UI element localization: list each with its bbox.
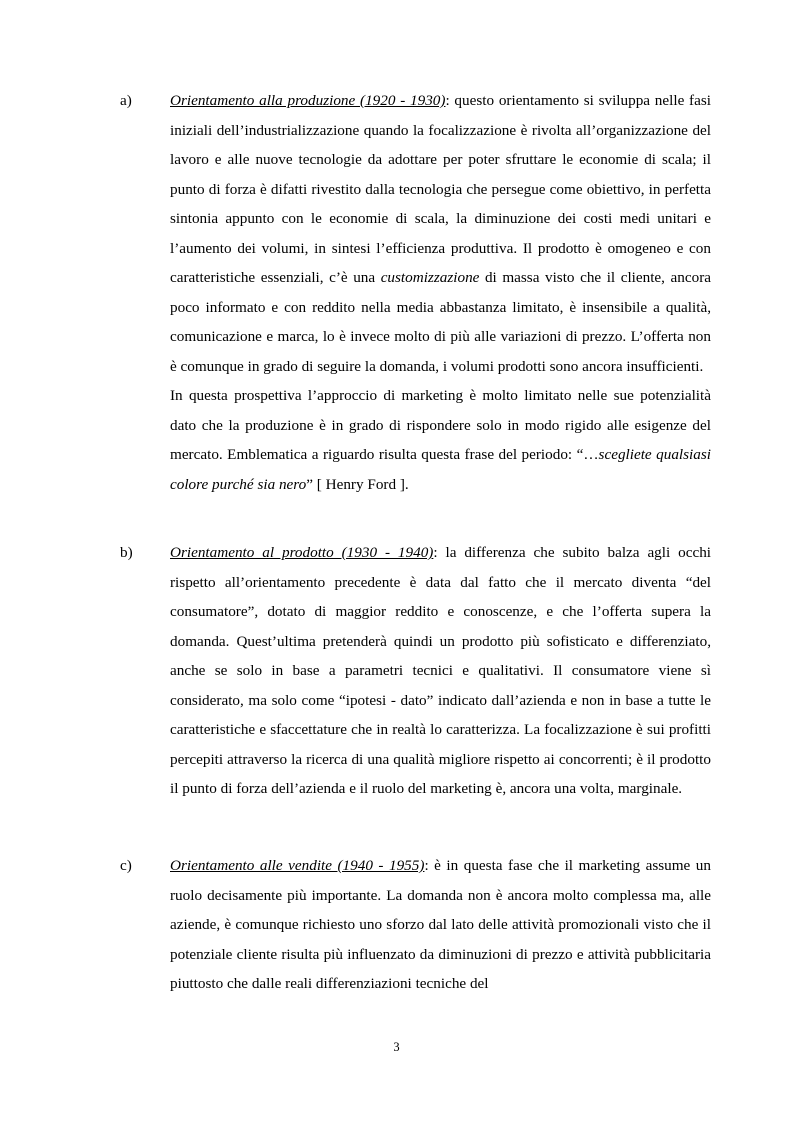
page-number: 3 <box>393 1040 400 1054</box>
list-marker: b) <box>120 544 133 561</box>
paragraph-text: ” [ Henry Ford ]. <box>306 475 409 493</box>
paragraph-text: : questo orientamento si sviluppa nelle fasi iniziali dell’industrializzazione quando la focalizzazione è rivolta all’organizzazione del lavoro e alle nuove tecnologie da adottare per poter sfruttare le economie di scala; il punto di forza è difatti rivestito dalla tecnologia che persegue come obiettivo, in perfetta sintonia appunto con le economie di scala, la diminuzione dei costi medi unitari e l’aumento dei volumi, in sintesi l’efficienza produttiva. Il prodotto è omogeneo e con caratteristiche essenziali, c’è una <box>170 92 711 286</box>
paragraph <box>170 381 711 499</box>
list-marker: a) <box>120 92 132 109</box>
quote-text: scegliete qualsiasi colore purché sia nero <box>170 446 711 493</box>
section-heading: Orientamento al prodotto (1930 - 1940) <box>170 544 434 561</box>
paragraph <box>170 86 711 381</box>
italic-term: customizzazione <box>380 269 480 286</box>
list-marker: c) <box>120 857 132 874</box>
paragraph-text: : è in questa fase che il marketing assume un ruolo decisamente più importante. La domanda non è ancora molto complessa ma, alle aziende, è comunque richiesto uno sforzo dal lato delle attività promozionali visto che il potenziale cliente risulta più influenzato da diminuzioni di prezzo e attività pubblicitaria piuttosto che dalle reali differenziazioni tecniche del <box>170 857 711 992</box>
paragraph <box>170 851 711 999</box>
list-item-body <box>170 851 711 999</box>
paragraph-text: In questa prospettiva l’approccio di marketing è molto limitato nelle sue potenzialità dato che la produzione è in grado di rispondere solo in modo rigido alle esigenze del mercato. Emblematica a riguardo risulta questa frase del periodo: “… <box>170 387 711 463</box>
list-item-body <box>170 86 711 499</box>
paragraph-text: : la differenza che subito balza agli occhi rispetto all’orientamento precedente è data dal fatto che il mercato diventa “del consumatore”, dotato di maggior reddito e conoscenze, e che l’offerta supera la domanda. Quest’ultima pretenderà quindi un prodotto più sofisticato e differenziato, anche se solo in base a parametri tecnici e qualitativi. Il consumatore viene sì considerato, ma solo come “ipotesi - dato” indicato dall’azienda e non in base a tutte le caratteristiche e sfaccettature che in realtà lo caratterizza. La focalizzazione è sui profitti percepiti attraverso la ricerca di una qualità migliore rispetto ai concorrenti; è il prodotto il punto di forza dell’azienda e il ruolo del marketing è, ancora una volta, marginale. <box>170 544 712 797</box>
section-heading: Orientamento alla produzione (1920 - 1930) <box>170 92 446 109</box>
paragraph <box>170 538 711 804</box>
list-item-body <box>170 538 711 804</box>
section-heading: Orientamento alle vendite (1940 - 1955) <box>170 857 425 874</box>
paragraph-text: di massa visto che il cliente, ancora poco informato e con reddito nella media abbastanza limitato, è insensibile a qualità, comunicazione e marca, lo è invece molto di più alle variazioni di prezzo. L’offerta non è comunque in grado di seguire la domanda, i volumi prodotti sono ancora insufficienti. <box>170 269 711 375</box>
